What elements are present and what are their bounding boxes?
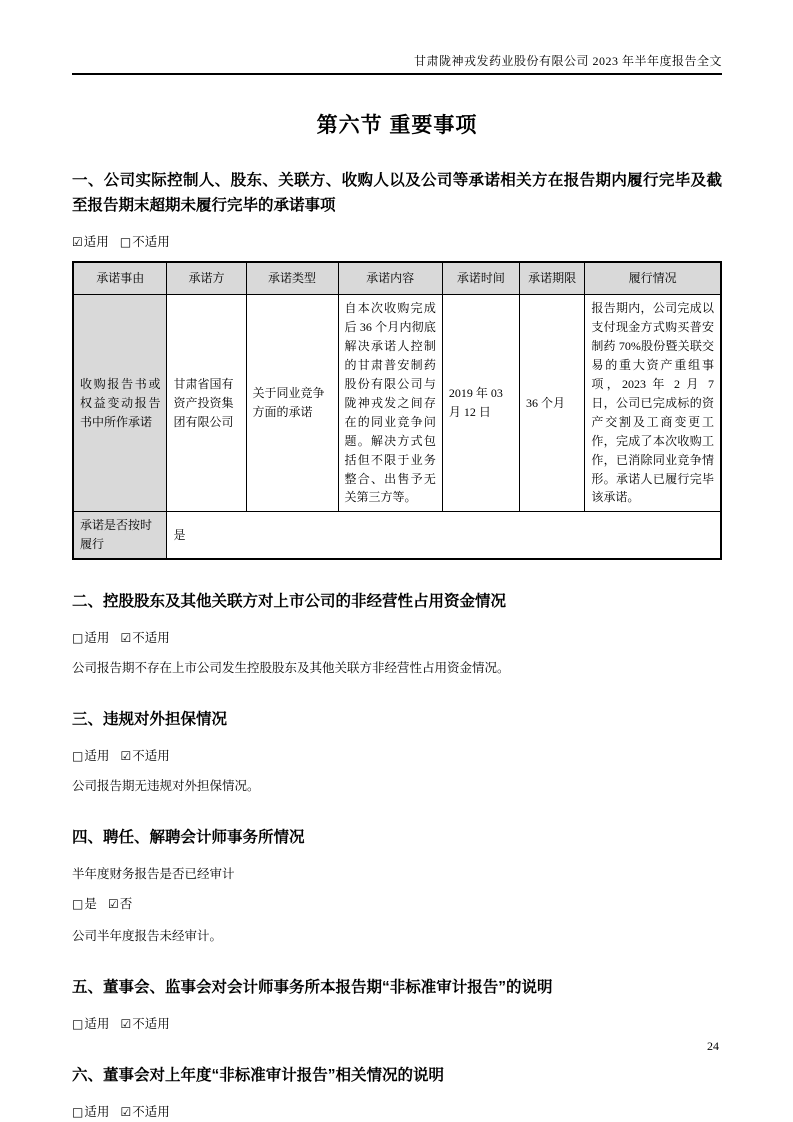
checkbox-label: 不适用 xyxy=(132,1104,170,1119)
col-header-type: 承诺类型 xyxy=(246,262,338,294)
applicable-option[interactable] xyxy=(72,235,109,249)
checkbox-label: 不适用 xyxy=(132,749,170,764)
checkbox-unchecked-icon[interactable]: □ xyxy=(119,235,132,250)
checkbox-label: 不适用 xyxy=(132,631,170,646)
yes-option[interactable] xyxy=(72,897,97,911)
checkbox-checked-icon[interactable]: ☑ xyxy=(120,1017,132,1031)
col-header-term: 承诺期限 xyxy=(519,262,584,294)
col-header-performance: 履行情况 xyxy=(585,262,721,294)
section4-heading: 四、聘任、解聘会计师事务所情况 xyxy=(72,828,305,846)
checkbox-unchecked-icon[interactable]: □ xyxy=(72,1104,84,1119)
footer-label: 承诺是否按时履行 xyxy=(73,512,167,559)
col-header-cause: 承诺事由 xyxy=(73,262,167,294)
col-header-time: 承诺时间 xyxy=(442,262,519,294)
checkbox-label: 适用 xyxy=(84,631,110,646)
section2-heading: 二、控股股东及其他关联方对上市公司的非经营性占用资金情况 xyxy=(72,593,507,611)
section6-heading: 六、董事会对上年度“非标准审计报告”相关情况的说明 xyxy=(72,1066,445,1084)
checkbox-checked-icon[interactable]: ☑ xyxy=(72,235,83,250)
cell-content: 自本次收购完成后 36 个月内彻底解决承诺人控制的甘肃普安制药股份有限公司与陇神戎发之间存在的同业竞争问题。解决方式包括但不限于业务整合、出售予无关第三方等。 xyxy=(338,294,442,511)
table-header-row xyxy=(73,262,721,294)
section4-question: 半年度财务报告是否已经审计 xyxy=(72,866,235,881)
section3-applicability xyxy=(72,747,722,766)
checkbox-label: 适用 xyxy=(84,1017,110,1031)
cell-term: 36 个月 xyxy=(519,294,584,511)
not-applicable-option[interactable] xyxy=(120,235,170,249)
checkbox-label: 不适用 xyxy=(132,1017,170,1031)
table-row xyxy=(73,294,721,511)
section2-note: 公司报告期不存在上市公司发生控股股东及其他关联方非经营性占用资金情况。 xyxy=(72,661,510,676)
header-text: 甘肃陇神戎发药业股份有限公司 2023 年半年度报告全文 xyxy=(413,54,722,68)
checkbox-label: 是 xyxy=(84,897,97,912)
cell-performance: 报告期内，公司完成以支付现金方式购买普安制药 70%股份暨关联交易的重大资产重组事项，2023 年 2 月 7 日，公司已完成标的资产交割及工商变更工作，完成了本次收购工作，已消除同业竞争情形。承诺人已履行完毕该承诺。 xyxy=(585,294,721,511)
no-option[interactable] xyxy=(108,897,132,911)
cell-type: 关于同业竞争方面的承诺 xyxy=(246,294,338,511)
section5-applicability xyxy=(72,1015,722,1034)
section4-audited-options xyxy=(72,895,722,914)
section2-applicability xyxy=(72,629,722,648)
document-header xyxy=(72,52,722,73)
checkbox-label: 适用 xyxy=(84,749,110,764)
section5-heading: 五、董事会、监事会对会计师事务所本报告期“非标准审计报告”的说明 xyxy=(72,978,553,996)
section3-note: 公司报告期无违规对外担保情况。 xyxy=(72,778,260,793)
col-header-party: 承诺方 xyxy=(167,262,246,294)
commitments-table xyxy=(72,261,722,560)
applicable-option[interactable] xyxy=(72,1017,109,1031)
checkbox-label: 不适用 xyxy=(132,235,170,250)
not-applicable-option[interactable] xyxy=(120,749,169,763)
checkbox-checked-icon[interactable]: ☑ xyxy=(107,897,119,912)
section6-applicability xyxy=(72,1103,722,1122)
cell-cause: 收购报告书或权益变动报告书中所作承诺 xyxy=(73,294,167,511)
checkbox-unchecked-icon[interactable]: □ xyxy=(72,749,84,764)
checkbox-checked-icon[interactable]: ☑ xyxy=(120,1104,132,1119)
col-header-content: 承诺内容 xyxy=(338,262,442,294)
cell-party: 甘肃省国有资产投资集团有限公司 xyxy=(167,294,246,511)
checkbox-checked-icon[interactable]: ☑ xyxy=(120,631,132,646)
page-number: 24 xyxy=(707,1039,719,1053)
checkbox-checked-icon[interactable]: ☑ xyxy=(120,749,132,764)
applicable-option[interactable] xyxy=(72,749,109,763)
not-applicable-option[interactable] xyxy=(120,1017,169,1031)
page-title: 第六节 重要事项 xyxy=(316,114,478,137)
not-applicable-option[interactable] xyxy=(120,1105,169,1119)
section3-heading: 三、违规对外担保情况 xyxy=(72,710,228,728)
checkbox-label: 适用 xyxy=(84,1104,110,1119)
checkbox-label: 适用 xyxy=(83,235,109,250)
table-footer-row xyxy=(73,512,721,559)
section1-applicability xyxy=(72,233,722,252)
header-divider xyxy=(72,73,722,75)
checkbox-unchecked-icon[interactable]: □ xyxy=(72,1017,84,1031)
cell-time: 2019 年 03 月 12 日 xyxy=(442,294,519,511)
footer-value: 是 xyxy=(167,512,721,559)
checkbox-unchecked-icon[interactable]: □ xyxy=(72,897,84,912)
section4-note: 公司半年度报告未经审计。 xyxy=(72,929,223,944)
section1-heading: 一、公司实际控制人、股东、关联方、收购人以及公司等承诺相关方在报告期内履行完毕及截至报告期末超期未履行完毕的承诺事项 xyxy=(72,172,722,215)
checkbox-unchecked-icon[interactable]: □ xyxy=(72,631,84,646)
not-applicable-option[interactable] xyxy=(120,631,169,645)
applicable-option[interactable] xyxy=(72,1105,109,1119)
applicable-option[interactable] xyxy=(72,631,109,645)
checkbox-label: 否 xyxy=(119,897,133,912)
